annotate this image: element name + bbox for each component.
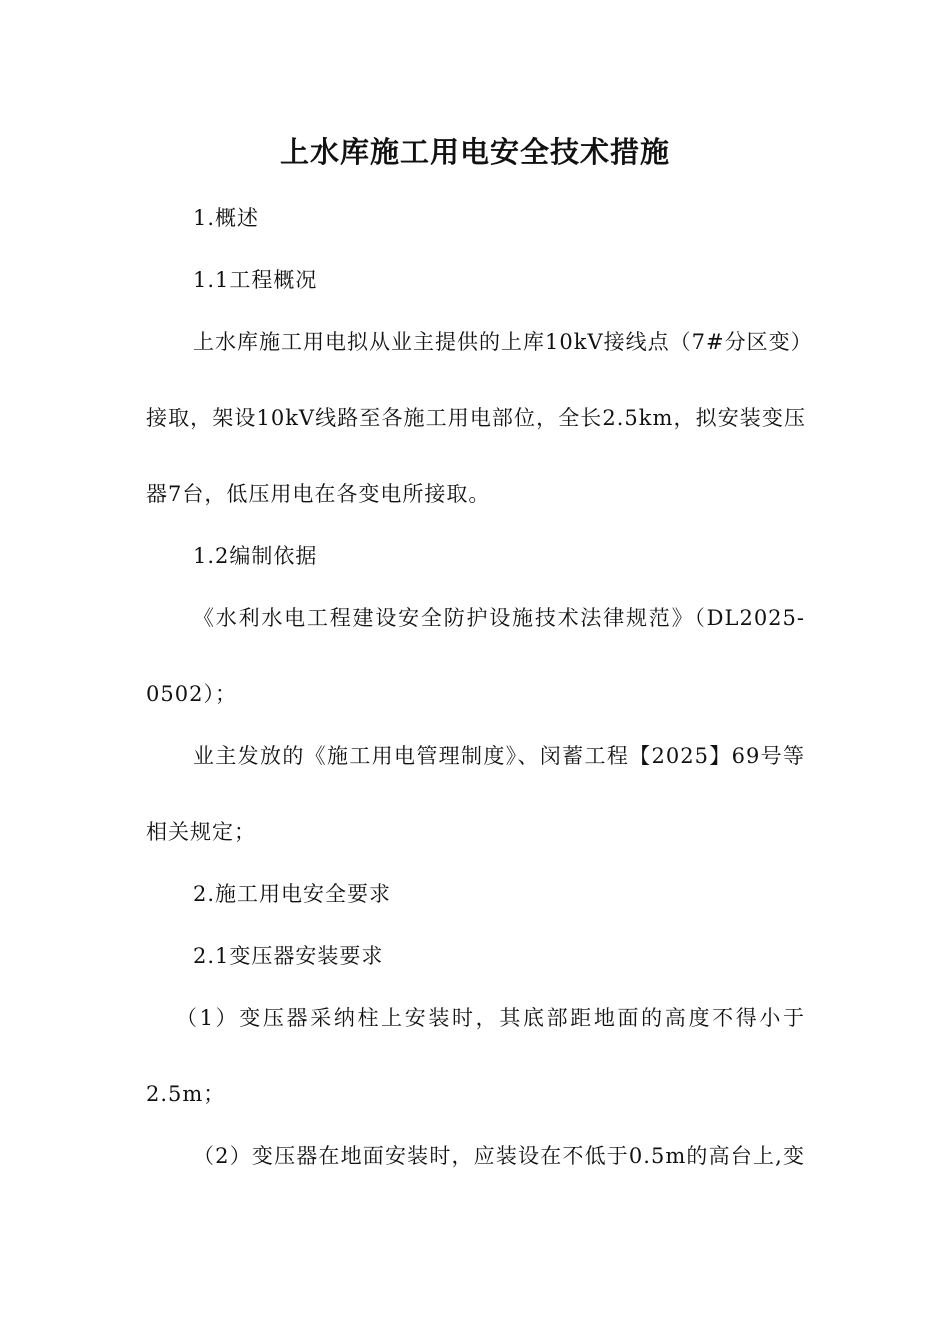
paragraph-line: 器7台，低压用电在各变电所接取。 xyxy=(146,482,491,506)
paragraph-line: （2）变压器在地面安装时，应装设在不低于0.5m的高台上,变 xyxy=(193,1144,805,1168)
paragraph-line: 相关规定； xyxy=(146,820,256,844)
heading-project-overview: 1.1工程概况 xyxy=(193,268,318,292)
paragraph-line: （1）变压器采纳柱上安装时，其底部距地面的高度不得小于 xyxy=(176,1006,805,1030)
paragraph-line: 业主发放的《施工用电管理制度》、闵蓄工程【2025】69号等 xyxy=(193,744,805,768)
heading-overview: 1.概述 xyxy=(193,206,260,230)
heading-transformer-installation: 2.1变压器安装要求 xyxy=(193,944,384,968)
paragraph-line: 上水库施工用电拟从业主提供的上库10kV接线点（7#分区变） xyxy=(193,330,813,354)
document-title: 上水库施工用电安全技术措施 xyxy=(279,135,670,169)
heading-basis: 1.2编制依据 xyxy=(193,544,318,568)
paragraph-line: 《水利水电工程建设安全防护设施技术法律规范》（DL2025- xyxy=(193,606,805,630)
paragraph-line: 0502）； xyxy=(146,682,237,706)
paragraph-line: 2.5m； xyxy=(146,1082,226,1106)
paragraph-line: 接取，架设10kV线路至各施工用电部位，全长2.5km，拟安装变压 xyxy=(146,406,806,430)
heading-safety-requirements: 2.施工用电安全要求 xyxy=(193,882,392,906)
